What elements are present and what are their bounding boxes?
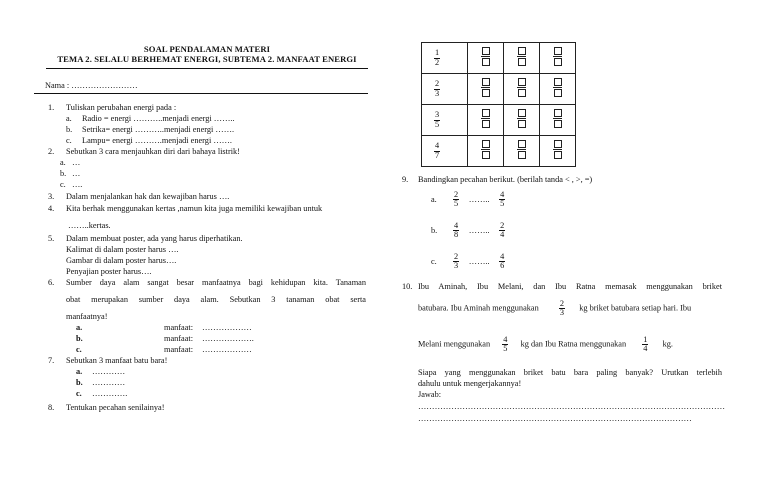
title-divider: [46, 68, 368, 69]
worksheet-title: SOAL PENDALAMAN MATERI: [143, 44, 271, 54]
comparison-a-blank[interactable]: ……..: [468, 194, 490, 204]
question-2b-text: …: [72, 169, 81, 178]
fraction-cell: [422, 43, 468, 74]
answer-box-cell[interactable]: [468, 43, 504, 74]
question-7a-text: …………: [92, 367, 126, 376]
question-3-text: Dalam menjalankan hak dan kewajiban harus ….: [66, 192, 230, 201]
fraction-cell: [422, 74, 468, 105]
question-6-number: 6.: [48, 278, 55, 287]
fraction-denominator: 6: [500, 261, 505, 271]
question-2b-marker: b.: [60, 169, 67, 178]
question-6-line-3: manfaatnya!: [66, 312, 108, 321]
question-9-text: Bandingkan pecahan berikut. (berilah tanda < , >, =): [418, 175, 593, 184]
question-4-text: Kita berhak menggunakan kertas ,namun kita juga memiliki kewajiban untuk: [66, 204, 323, 213]
comparison-c-blank[interactable]: ……..: [468, 256, 490, 266]
fraction-denominator: 8: [454, 230, 459, 240]
question-10-line-3-mid: kg dan Ibu Ratna menggunakan: [520, 339, 627, 349]
question-5-line-2: Gambar di dalam poster harus….: [66, 256, 177, 265]
fraction-denominator: 3: [559, 308, 565, 318]
question-7-text: Sebutkan 3 manfaat batu bara!: [66, 356, 168, 365]
question-10-line-2-start: batubara. Ibu Aminah menggunakan: [418, 303, 539, 313]
question-6c-label: manfaat:: [164, 345, 194, 354]
answer-line-2[interactable]: ………………………………………………………………………………………: [418, 414, 692, 423]
question-7a-marker: a.: [76, 367, 83, 376]
table-row: [422, 105, 576, 136]
question-8-number: 8.: [48, 403, 55, 412]
question-5-line-3: Penyajian poster harus….: [66, 267, 152, 276]
question-7b-marker: b.: [76, 378, 83, 387]
question-2c-marker: c.: [60, 180, 66, 189]
fraction-numerator: 4: [435, 141, 440, 151]
question-10-line-1: Ibu Aminah, Ibu Melani, dan Ibu Ratna memasak menggunakan briket: [418, 282, 722, 291]
question-2c-text: ….: [72, 180, 83, 189]
fraction-denominator: 3: [435, 88, 440, 98]
question-9-number: 9.: [402, 175, 409, 184]
fraction-numerator: 4: [500, 190, 505, 199]
answer-box-cell[interactable]: [540, 74, 576, 105]
name-divider: [34, 93, 368, 94]
equivalent-fraction-table: [421, 42, 576, 167]
fraction-denominator: 5: [454, 199, 459, 209]
answer-box-cell[interactable]: [504, 43, 540, 74]
comparison-c-marker: c.: [431, 256, 437, 266]
question-2a-marker: a.: [60, 158, 66, 167]
table-row: [422, 136, 576, 167]
answer-box-cell[interactable]: [540, 105, 576, 136]
fraction-denominator: 5: [435, 119, 440, 129]
question-10-number: 10.: [402, 282, 413, 291]
fraction-cell: [422, 105, 468, 136]
question-1a-marker: a.: [66, 114, 72, 123]
left-column: [45, 44, 368, 412]
fraction-cell: [422, 136, 468, 167]
question-1-number: 1.: [48, 103, 55, 112]
fraction-numerator: 2: [454, 252, 459, 261]
question-7-number: 7.: [48, 356, 55, 365]
question-10-line-2: [418, 300, 691, 318]
question-7b-text: …………: [92, 378, 126, 387]
fraction-numerator: 4: [454, 221, 459, 230]
question-7c-marker: c.: [76, 389, 82, 398]
table-row: [422, 43, 576, 74]
question-10-line-5: dahulu untuk mengerjakannya!: [418, 379, 522, 388]
question-6b-label: manfaat:: [164, 334, 194, 343]
fraction-numerator: 1: [435, 48, 440, 58]
fraction-denominator: 5: [500, 199, 505, 209]
fraction-numerator: 2: [500, 221, 505, 230]
fraction-numerator: 2: [454, 190, 459, 199]
comparison-b: [431, 222, 507, 240]
question-6b-dots: ……………….: [202, 334, 254, 343]
answer-box-cell[interactable]: [468, 136, 504, 167]
question-1-text: Tuliskan perubahan energi pada :: [66, 103, 177, 112]
table-row: [422, 74, 576, 105]
question-8-text: Tentukan pecahan senilainya!: [66, 403, 165, 412]
question-2a-text: …: [72, 158, 81, 167]
fraction-denominator: 7: [435, 150, 440, 160]
fraction-denominator: 4: [643, 344, 648, 354]
question-2-number: 2.: [48, 147, 55, 156]
fraction-denominator: 5: [503, 344, 508, 354]
question-2-text: Sebutkan 3 cara menjauhkan diri dari bahaya listrik!: [66, 147, 240, 156]
question-1a-text: Radio = energi ………..menjadi energi ……..: [82, 114, 235, 123]
question-7c-text: ………….: [92, 389, 128, 398]
fraction-denominator: 3: [454, 261, 459, 271]
answer-line-1[interactable]: …………………………………………………………………………………………………: [418, 402, 725, 411]
question-4-continuation: ……..kertas.: [68, 221, 111, 230]
question-10-line-2-end: kg briket batubara setiap hari. Ibu: [579, 303, 692, 313]
fraction-numerator: 4: [500, 252, 505, 261]
fraction-numerator: 2: [435, 79, 440, 89]
fraction-numerator: 4: [503, 335, 508, 344]
answer-box-cell[interactable]: [468, 74, 504, 105]
fraction-denominator: 2: [435, 57, 440, 67]
fraction-numerator: 2: [559, 299, 565, 308]
question-4-number: 4.: [48, 204, 55, 213]
question-6a-marker: a.: [76, 323, 83, 332]
answer-box-cell[interactable]: [540, 43, 576, 74]
question-10-line-4: Siapa yang menggunakan briket batu bara paling banyak? Urutkan terlebih: [418, 368, 722, 377]
question-6a-dots: ………………: [202, 323, 252, 332]
comparison-c: [431, 253, 507, 271]
fraction-numerator: 3: [435, 110, 440, 120]
name-field: Nama : ……………………: [45, 81, 138, 90]
answer-box-cell[interactable]: [504, 105, 540, 136]
question-6-line-1: Sumber daya alam sangat besar manfaatnya bagi kehidupan kita. Tanaman: [66, 278, 366, 287]
answer-box-cell[interactable]: [468, 105, 504, 136]
question-5-text: Dalam membuat poster, ada yang harus diperhatikan.: [66, 234, 243, 243]
fraction-denominator: 4: [500, 230, 505, 240]
question-10-line-3: [418, 336, 673, 354]
question-6c-marker: c.: [76, 345, 82, 354]
comparison-a-marker: a.: [431, 194, 437, 204]
question-6c-dots: ………………: [202, 345, 252, 354]
question-10-line-3-end: kg.: [662, 339, 673, 349]
comparison-b-marker: b.: [431, 225, 438, 235]
comparison-b-blank[interactable]: ……..: [468, 225, 490, 235]
question-5-number: 5.: [48, 234, 55, 243]
answer-box-cell[interactable]: [504, 136, 540, 167]
question-6b-marker: b.: [76, 334, 83, 343]
question-1c-text: Lampu= energi ……….menjadi energi …….: [82, 136, 232, 145]
answer-label: Jawab:: [418, 390, 442, 399]
question-1b-marker: b.: [66, 125, 73, 134]
question-5-line-1: Kalimat di dalam poster harus ….: [66, 245, 179, 254]
question-1c-marker: c.: [66, 136, 72, 145]
question-10-line-3-start: Melani menggunakan: [418, 339, 491, 349]
question-1b-text: Setrika= energi ………..menjadi energi …….: [82, 125, 235, 134]
fraction-numerator: 1: [643, 335, 648, 344]
answer-box-cell[interactable]: [504, 74, 540, 105]
worksheet-subtitle: TEMA 2. SELALU BERHEMAT ENERGI, SUBTEMA 2. MANFAAT ENERGI: [57, 53, 357, 64]
answer-box-cell[interactable]: [540, 136, 576, 167]
question-3-number: 3.: [48, 192, 55, 201]
question-6-line-2: obat merupakan sumber daya alam. Sebutkan 3 tanaman obat serta: [66, 295, 366, 304]
comparison-a: [431, 191, 507, 209]
question-6a-label: manfaat:: [164, 323, 194, 332]
